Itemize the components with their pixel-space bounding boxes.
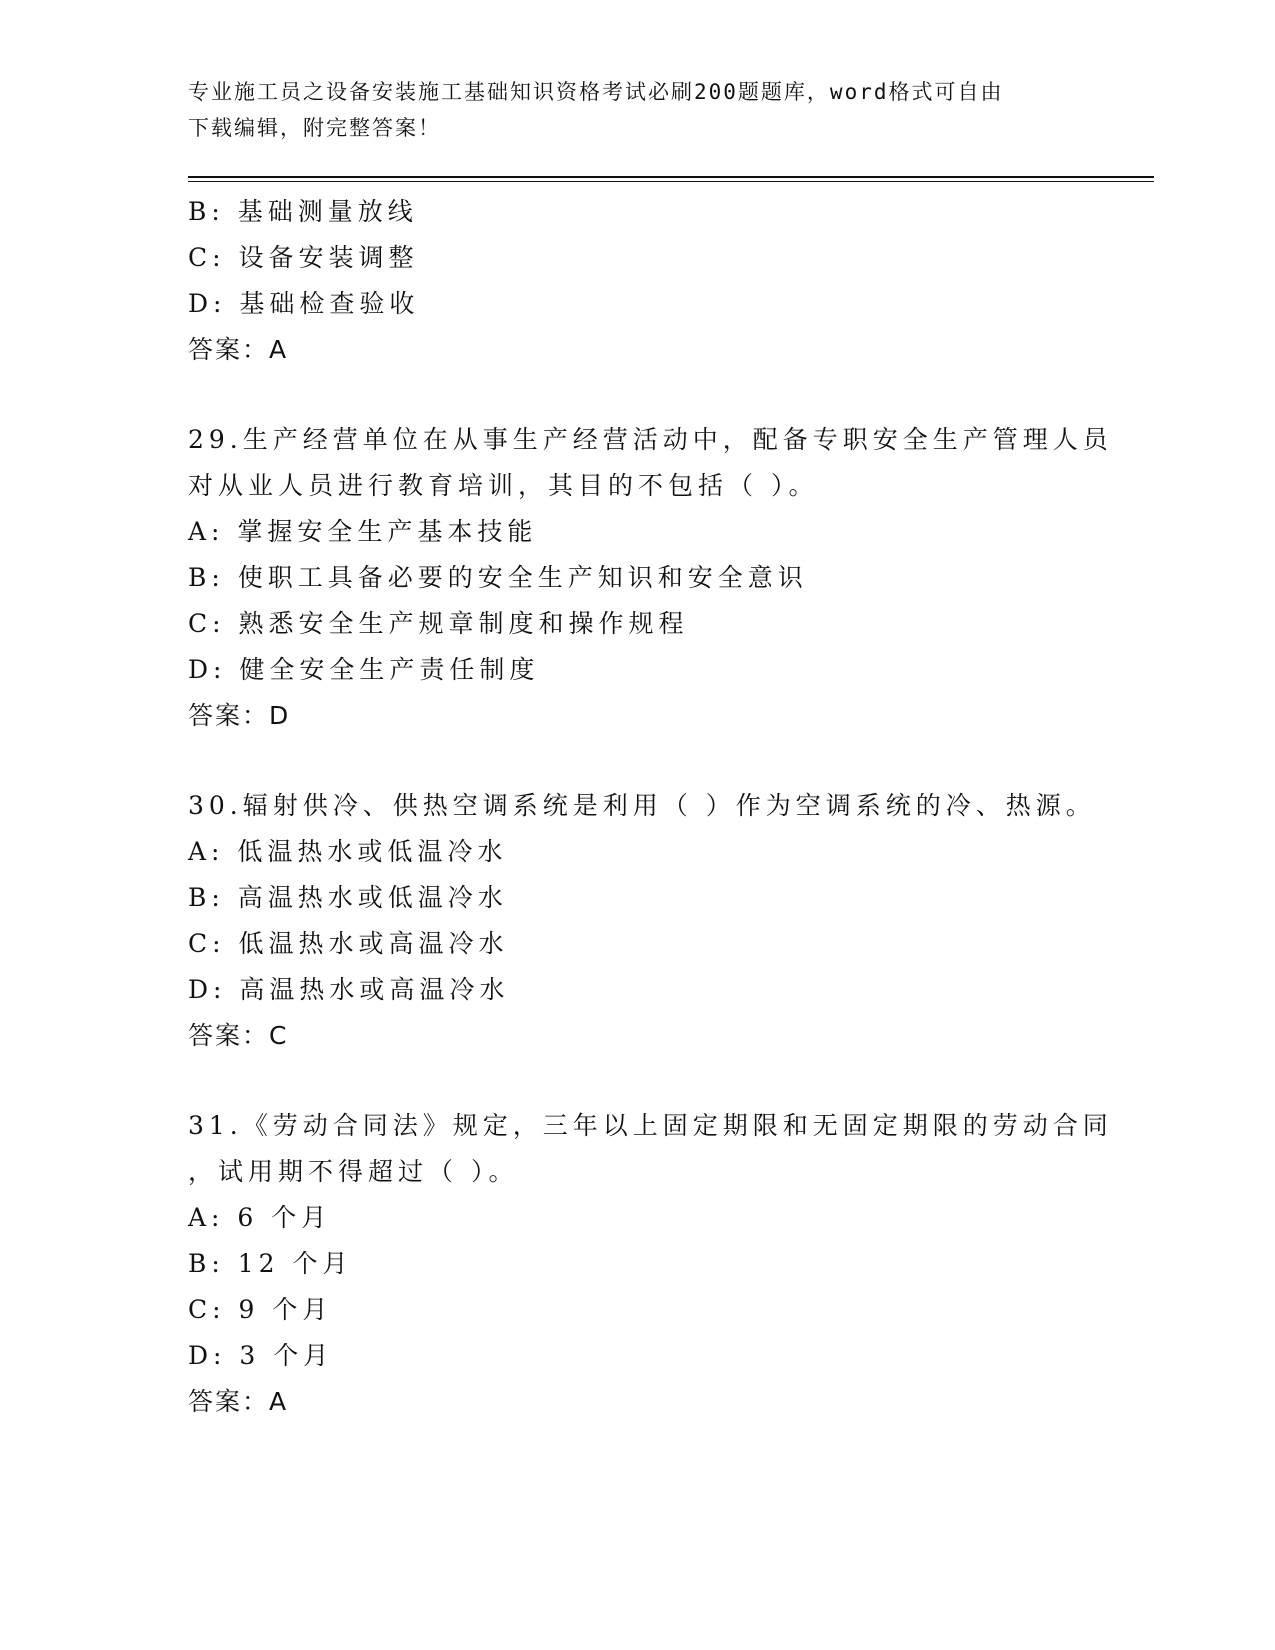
question-stem-line-1: 30.辐射供冷、供热空调系统是利用（ ）作为空调系统的冷、热源。 [188,791,1096,820]
question-stem-line-2: 对从业人员进行教育培训，其目的不包括（ ）。 [188,471,819,500]
spacer [188,739,1148,783]
question-28-continued [188,189,1148,373]
document-header [188,74,1068,146]
option-c: C: 低温热水或高温冷水 [188,929,509,958]
option-b: B: 高温热水或低温冷水 [188,883,508,912]
spacer [188,373,1148,417]
question-30 [188,783,1148,1059]
option-d: D: 健全安全生产责任制度 [188,655,540,684]
option-b: B: 12 个月 [188,1249,353,1278]
answer-text: 答案：A [188,335,289,364]
question-list [188,189,1148,1425]
option-d: D: 基础检查验收 [188,289,420,318]
option-a: A: 低温热水或低温冷水 [188,837,508,866]
answer-text: 答案：D [188,701,291,730]
spacer [188,1059,1148,1103]
option-c: C: 9 个月 [188,1295,333,1324]
option-b: B: 基础测量放线 [188,197,418,226]
answer-text: 答案：A [188,1387,289,1416]
option-b: B: 使职工具备必要的安全生产知识和安全意识 [188,563,808,592]
question-29 [188,417,1148,739]
answer-text: 答案：C [188,1021,289,1050]
question-stem-line-1: 31.《劳动合同法》规定，三年以上固定期限和无固定期限的劳动合同 [188,1111,1113,1140]
option-d: D: 3 个月 [188,1341,334,1370]
option-c: C: 熟悉安全生产规章制度和操作规程 [188,609,689,638]
option-a: A: 掌握安全生产基本技能 [188,517,538,546]
header-divider-thin [188,181,1154,182]
option-a: A: 6 个月 [188,1203,332,1232]
option-c: C: 设备安装调整 [188,243,419,272]
header-title-line-1: 专业施工员之设备安装施工基础知识资格考试必刷200题题库，word格式可自由 [188,80,1004,104]
option-d: D: 高温热水或高温冷水 [188,975,510,1004]
question-31 [188,1103,1148,1425]
question-stem-line-1: 29.生产经营单位在从事生产经营活动中，配备专职安全生产管理人员 [188,425,1113,454]
question-stem-line-2: ，试用期不得超过（ ）。 [188,1157,519,1186]
header-title-line-2: 下载编辑，附完整答案！ [188,116,441,140]
header-divider-thick [188,176,1154,178]
